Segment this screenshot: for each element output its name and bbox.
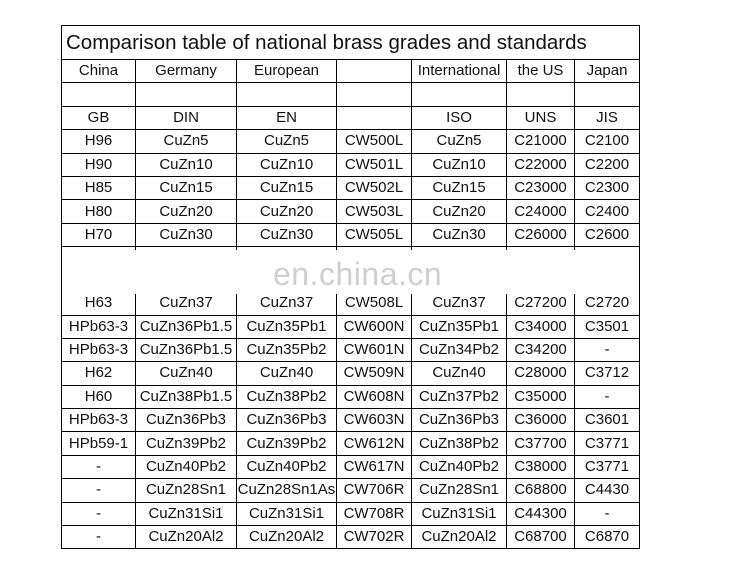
title-row	[62, 26, 640, 60]
watermark	[62, 250, 639, 294]
table-cell: CuZn30	[237, 223, 337, 246]
table-cell: CuZn5	[412, 130, 507, 153]
table-cell: C3601	[575, 409, 640, 432]
table-cell: CuZn31Si1	[412, 502, 507, 525]
table-cell: CuZn36Pb3	[412, 409, 507, 432]
table-cell: C3771	[575, 432, 640, 455]
table-cell: C44300	[507, 502, 575, 525]
table-cell: C21000	[507, 130, 575, 153]
table-cell: C26000	[507, 223, 575, 246]
table-cell: C24000	[507, 200, 575, 223]
table-cell: CuZn37	[136, 292, 237, 315]
table-cell: UNS	[507, 106, 575, 129]
table-cell: CuZn10	[237, 153, 337, 176]
table-cell: CuZn37	[237, 292, 337, 315]
table-cell: C2720	[575, 292, 640, 315]
table-row	[62, 176, 640, 199]
table-cell: CuZn20Al2	[237, 526, 337, 549]
table-cell: C2100	[575, 130, 640, 153]
table-row	[62, 130, 640, 153]
table-cell: CuZn31Si1	[237, 502, 337, 525]
table-cell: CW509N	[337, 362, 412, 385]
table-cell: CuZn20	[412, 200, 507, 223]
table-row	[62, 432, 640, 455]
table-cell: -	[62, 526, 136, 549]
table-cell	[237, 83, 337, 106]
table-cell	[575, 83, 640, 106]
table-cell: H70	[62, 223, 136, 246]
table-cell: Germany	[136, 60, 237, 83]
table-cell: CuZn37	[412, 292, 507, 315]
table-row	[62, 479, 640, 502]
table-cell: CuZn36Pb3	[136, 409, 237, 432]
table-cell: the US	[507, 60, 575, 83]
table-cell: H62	[62, 362, 136, 385]
table-cell: -	[62, 455, 136, 478]
table-cell: CuZn36Pb3	[237, 409, 337, 432]
table-cell: CuZn36Pb1.5	[136, 338, 237, 361]
table-cell: CuZn39Pb2	[237, 432, 337, 455]
table-cell: China	[62, 60, 136, 83]
table-cell: CuZn35Pb1	[412, 315, 507, 338]
table-row	[62, 223, 640, 246]
table-cell: -	[575, 338, 640, 361]
table-row	[62, 526, 640, 549]
blank-row	[62, 83, 640, 106]
table-cell: CuZn35Pb2	[237, 338, 337, 361]
table-row	[62, 153, 640, 176]
table-cell: H80	[62, 200, 136, 223]
table-cell: HPb63-3	[62, 338, 136, 361]
table-cell: CW501L	[337, 153, 412, 176]
table-cell: CW601N	[337, 338, 412, 361]
table-cell: H60	[62, 385, 136, 408]
table-row	[62, 362, 640, 385]
table-cell: C3771	[575, 455, 640, 478]
table-cell: C37700	[507, 432, 575, 455]
table-title: Comparison table of national brass grades and standards	[62, 26, 640, 60]
table-cell: C38000	[507, 455, 575, 478]
table-row	[62, 200, 640, 223]
table-cell	[337, 60, 412, 83]
table-cell: C2400	[575, 200, 640, 223]
table-cell: C2600	[575, 223, 640, 246]
table-cell: C3501	[575, 315, 640, 338]
table-cell: DIN	[136, 106, 237, 129]
header-row-countries	[62, 60, 640, 83]
table-cell: CW603N	[337, 409, 412, 432]
table-cell: CW617N	[337, 455, 412, 478]
table-cell: C6870	[575, 526, 640, 549]
table-cell: CW608N	[337, 385, 412, 408]
table-cell: C68700	[507, 526, 575, 549]
table-cell: CuZn10	[412, 153, 507, 176]
table-cell: CW505L	[337, 223, 412, 246]
header-row-standards	[62, 106, 640, 129]
table-cell: C34000	[507, 315, 575, 338]
table-cell: C35000	[507, 385, 575, 408]
table-cell: CuZn15	[412, 176, 507, 199]
table-cell: CW702R	[337, 526, 412, 549]
table-cell: C68800	[507, 479, 575, 502]
table-cell: C4430	[575, 479, 640, 502]
table-cell: CW500L	[337, 130, 412, 153]
table-cell: CuZn40Pb2	[136, 455, 237, 478]
table-cell: CW502L	[337, 176, 412, 199]
table-cell: CuZn34Pb2	[412, 338, 507, 361]
table-cell: CuZn37Pb2	[412, 385, 507, 408]
table-cell: -	[62, 479, 136, 502]
table-cell: CuZn15	[237, 176, 337, 199]
table-cell: CuZn28Sn1	[412, 479, 507, 502]
table-cell: H96	[62, 130, 136, 153]
table-cell	[412, 83, 507, 106]
table-cell: HPb63-3	[62, 315, 136, 338]
table-cell: HPb63-3	[62, 409, 136, 432]
table-cell	[62, 83, 136, 106]
table-cell: ISO	[412, 106, 507, 129]
table-cell: CuZn39Pb2	[136, 432, 237, 455]
table-cell: CuZn40	[237, 362, 337, 385]
table-cell	[507, 83, 575, 106]
table-cell: CuZn40Pb2	[237, 455, 337, 478]
table-cell: CuZn5	[237, 130, 337, 153]
table-row	[62, 385, 640, 408]
watermark-text: en.china.cn	[273, 256, 443, 292]
table-cell: CuZn20	[237, 200, 337, 223]
table-row	[62, 502, 640, 525]
table-cell: C22000	[507, 153, 575, 176]
table-cell: C23000	[507, 176, 575, 199]
table-cell: CW706R	[337, 479, 412, 502]
table-cell: CuZn28Sn1As	[237, 479, 337, 502]
table-cell: CuZn38Pb1.5	[136, 385, 237, 408]
table-cell: CuZn40Pb2	[412, 455, 507, 478]
table-cell: C28000	[507, 362, 575, 385]
table-cell: CuZn36Pb1.5	[136, 315, 237, 338]
table-cell: C36000	[507, 409, 575, 432]
table-cell: CuZn5	[136, 130, 237, 153]
table-cell: CuZn30	[412, 223, 507, 246]
table-cell: CW708R	[337, 502, 412, 525]
table-cell: -	[62, 502, 136, 525]
table-cell: CW503L	[337, 200, 412, 223]
table-cell: JIS	[575, 106, 640, 129]
table-cell: CuZn10	[136, 153, 237, 176]
table-cell: CuZn28Sn1	[136, 479, 237, 502]
table-cell: CW600N	[337, 315, 412, 338]
table-cell: -	[575, 385, 640, 408]
table-cell: CuZn20Al2	[412, 526, 507, 549]
table-row	[62, 409, 640, 432]
table-cell: CuZn40	[136, 362, 237, 385]
table-cell	[337, 83, 412, 106]
table-cell	[337, 106, 412, 129]
table-cell: H90	[62, 153, 136, 176]
table-cell: EN	[237, 106, 337, 129]
table-cell: C34200	[507, 338, 575, 361]
table-cell: GB	[62, 106, 136, 129]
table-cell: CuZn31Si1	[136, 502, 237, 525]
table-cell: C2300	[575, 176, 640, 199]
table-cell: C3712	[575, 362, 640, 385]
table-cell: C2200	[575, 153, 640, 176]
table-cell: H85	[62, 176, 136, 199]
table-cell: CW508L	[337, 292, 412, 315]
table-cell	[136, 83, 237, 106]
table-cell: HPb59-1	[62, 432, 136, 455]
table-cell: CuZn38Pb2	[237, 385, 337, 408]
table-cell: European	[237, 60, 337, 83]
table-row	[62, 338, 640, 361]
table-cell: C27200	[507, 292, 575, 315]
table-cell: Japan	[575, 60, 640, 83]
table-cell: CuZn20Al2	[136, 526, 237, 549]
table-cell: CuZn40	[412, 362, 507, 385]
table-cell: CuZn20	[136, 200, 237, 223]
table-cell: CW612N	[337, 432, 412, 455]
table-row	[62, 292, 640, 315]
table-cell: H63	[62, 292, 136, 315]
table-cell: -	[575, 502, 640, 525]
table-cell: CuZn15	[136, 176, 237, 199]
table-cell: CuZn30	[136, 223, 237, 246]
table-cell: International	[412, 60, 507, 83]
table-cell: CuZn35Pb1	[237, 315, 337, 338]
table-cell: CuZn38Pb2	[412, 432, 507, 455]
table-row	[62, 455, 640, 478]
table-row	[62, 315, 640, 338]
